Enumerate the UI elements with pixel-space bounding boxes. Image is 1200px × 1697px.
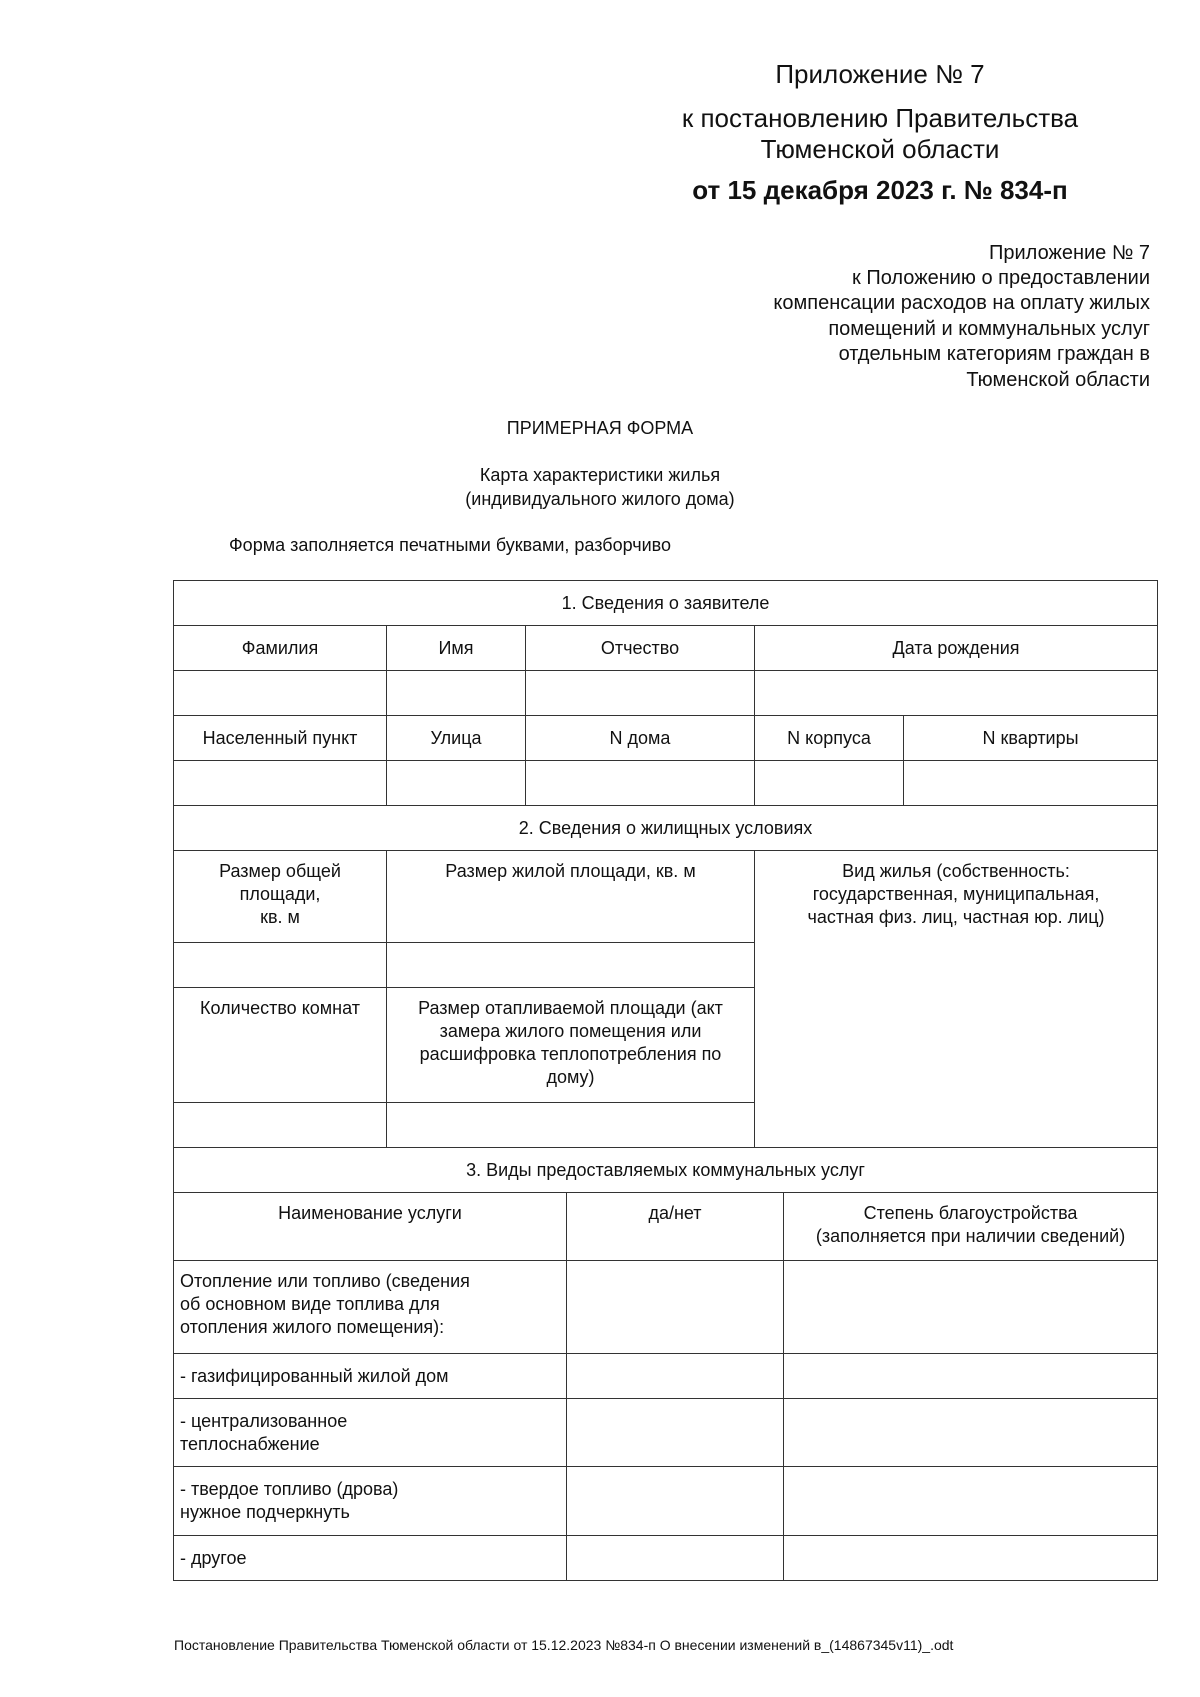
position-line-2: к Положению о предоставлении — [852, 267, 1150, 289]
other-degree-field[interactable] — [784, 1536, 1158, 1581]
service-heating-line-1: Отопление или топливо (сведения — [180, 1271, 470, 1291]
form-title-line-1: Карта характеристики жилья — [479, 465, 721, 485]
position-line-4: помещений и коммунальных услуг — [828, 318, 1150, 340]
patronymic-field[interactable] — [526, 671, 755, 716]
resolution-line-2: Тюменской области — [760, 134, 1000, 164]
header-patronymic: Отчество — [526, 626, 755, 671]
total-area-line-1: Размер общей — [219, 861, 341, 881]
heated-area-line-1: Размер отапливаемой площади (акт — [418, 998, 723, 1018]
improvement-degree-line-2: (заполняется при наличии сведений) — [815, 1226, 1126, 1246]
form-instruction: Форма заполняется печатными буквами, разборчиво — [229, 535, 672, 555]
resolution-date-number: от 15 декабря 2023 г. № 834-п — [692, 175, 1068, 205]
solid-fuel-degree-field[interactable] — [784, 1467, 1158, 1536]
form-kind: ПРИМЕРНАЯ ФОРМА — [506, 418, 694, 438]
street-field[interactable] — [387, 761, 526, 806]
section-3-title: 3. Виды предоставляемых коммунальных услуг — [174, 1148, 1158, 1193]
service-solid-fuel-line-1: - твердое топливо (дрова) — [180, 1479, 399, 1499]
header-house-number: N дома — [526, 716, 755, 761]
building-number-field[interactable] — [755, 761, 904, 806]
heated-area-field[interactable] — [387, 1103, 755, 1148]
header-heated-area — [387, 988, 755, 1103]
header-improvement-degree — [784, 1193, 1158, 1261]
total-area-line-3: кв. м — [260, 907, 300, 927]
header-surname: Фамилия — [174, 626, 387, 671]
birth-date-field[interactable] — [755, 671, 1158, 716]
header-yes-no: да/нет — [567, 1193, 784, 1261]
improvement-degree-line-1: Степень благоустройства — [863, 1203, 1078, 1223]
header-service-name: Наименование услуги — [174, 1193, 567, 1261]
header-birth-date: Дата рождения — [755, 626, 1158, 671]
heated-area-line-4: дому) — [546, 1067, 595, 1087]
header-apartment-number: N квартиры — [904, 716, 1158, 761]
living-area-field[interactable] — [387, 943, 755, 988]
form-title-line-2: (индивидуального жилого дома) — [465, 489, 735, 509]
central-heating-degree-field[interactable] — [784, 1399, 1158, 1467]
section-2-title: 2. Сведения о жилищных условиях — [174, 806, 1158, 851]
name-field[interactable] — [387, 671, 526, 716]
appendix-title: Приложение № 7 — [775, 59, 985, 89]
housing-type-line-1: Вид жилья (собственность: — [842, 861, 1070, 881]
house-number-field[interactable] — [526, 761, 755, 806]
housing-characteristics-table — [173, 580, 1158, 1581]
heated-area-line-2: замера жилого помещения или — [439, 1021, 702, 1041]
gas-yes-no-field[interactable] — [567, 1354, 784, 1399]
service-solid-fuel — [174, 1467, 567, 1536]
service-central-heating-line-1: - централизованное — [180, 1410, 348, 1431]
service-central-heating — [174, 1399, 567, 1467]
position-line-5: отдельным категориям граждан в — [838, 343, 1150, 365]
service-solid-fuel-line-2: нужное подчеркнуть — [180, 1502, 350, 1522]
service-heating-line-2: об основном виде топлива для — [180, 1294, 440, 1314]
solid-fuel-yes-no-field[interactable] — [567, 1467, 784, 1536]
resolution-line-1: к постановлению Правительства — [681, 103, 1079, 133]
header-rooms-count: Количество комнат — [174, 988, 387, 1103]
position-line-6: Тюменской области — [966, 369, 1150, 391]
apartment-number-field[interactable] — [904, 761, 1158, 806]
service-heating — [174, 1261, 567, 1354]
locality-field[interactable] — [174, 761, 387, 806]
total-area-line-2: площади, — [239, 884, 321, 904]
section-1-title: 1. Сведения о заявителе — [174, 581, 1158, 626]
service-central-heating-line-2: теплоснабжение — [180, 1433, 320, 1454]
header-total-area — [174, 851, 387, 943]
service-heating-line-3: отопления жилого помещения): — [180, 1317, 445, 1337]
header-building-number: N корпуса — [755, 716, 904, 761]
gas-degree-field[interactable] — [784, 1354, 1158, 1399]
header-name: Имя — [387, 626, 526, 671]
header-locality: Населенный пункт — [174, 716, 387, 761]
heating-yes-no-field[interactable] — [567, 1261, 784, 1354]
header-living-area: Размер жилой площади, кв. м — [387, 851, 755, 943]
header-street: Улица — [387, 716, 526, 761]
surname-field[interactable] — [174, 671, 387, 716]
housing-type-line-3: частная физ. лиц, частная юр. лиц) — [807, 907, 1105, 927]
heating-degree-field[interactable] — [784, 1261, 1158, 1354]
position-line-3: компенсации расходов на оплату жилых — [773, 292, 1150, 314]
service-gas: - газифицированный жилой дом — [174, 1354, 567, 1399]
central-heating-yes-no-field[interactable] — [567, 1399, 784, 1467]
position-line-1: Приложение № 7 — [989, 242, 1150, 264]
rooms-count-field[interactable] — [174, 1103, 387, 1148]
heated-area-line-3: расшифровка теплопотребления по — [419, 1044, 722, 1064]
service-other: - другое — [174, 1536, 567, 1581]
header-housing-type — [755, 851, 1158, 1148]
document-footer: Постановление Правительства Тюменской области от 15.12.2023 №834-п О внесении изменений в_(14867345v11)_.odt — [174, 1637, 954, 1653]
housing-type-line-2: государственная, муниципальная, — [812, 884, 1100, 904]
total-area-field[interactable] — [174, 943, 387, 988]
other-yes-no-field[interactable] — [567, 1536, 784, 1581]
